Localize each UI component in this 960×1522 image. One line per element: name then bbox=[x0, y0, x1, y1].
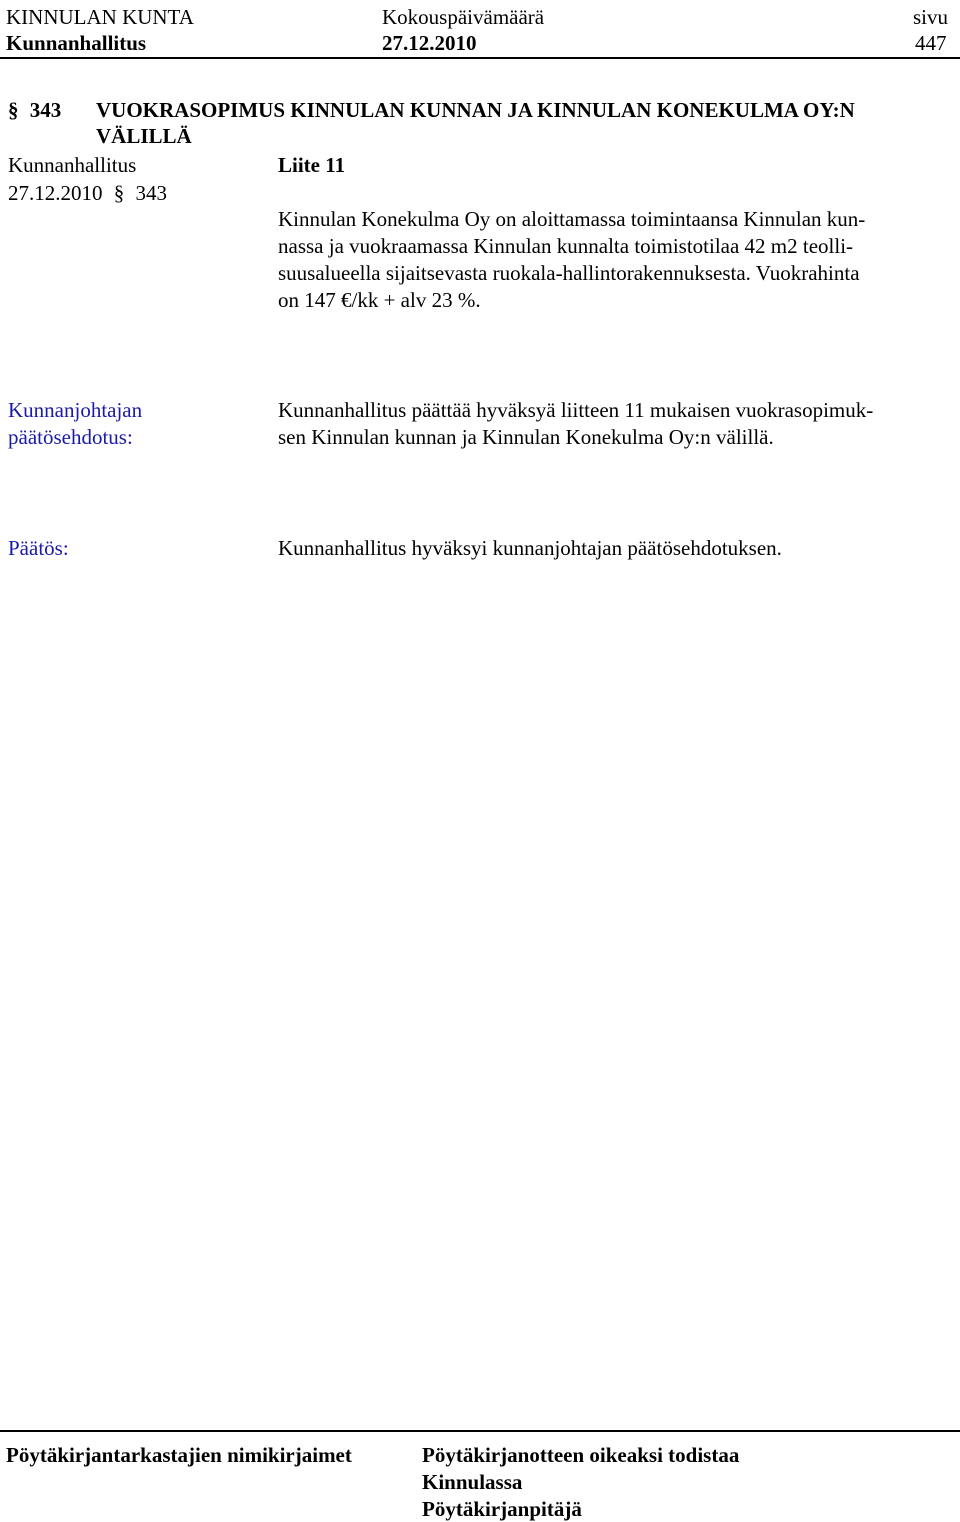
ref-date: 27.12.2010 bbox=[8, 181, 103, 205]
item-number: 343 bbox=[29, 98, 62, 122]
intro-line-4: on 147 €/kk + alv 23 %. bbox=[278, 288, 481, 312]
header-body: Kunnanhallitus bbox=[6, 31, 147, 55]
item-heading bbox=[8, 97, 61, 123]
section-symbol: § bbox=[8, 98, 19, 122]
intro-line-1: Kinnulan Konekulma Oy on aloittamassa toimintaansa Kinnulan kun- bbox=[278, 207, 866, 231]
header-page-number: 447 bbox=[915, 31, 947, 55]
header-org: KINNULAN KUNTA bbox=[6, 5, 194, 29]
header-date-label: Kokouspäivämäärä bbox=[382, 5, 545, 29]
proposal-line-2: sen Kinnulan kunnan ja Kinnulan Konekulma Oy:n välillä. bbox=[278, 425, 774, 449]
ref-number: 343 bbox=[135, 181, 167, 205]
header-rule bbox=[0, 57, 960, 59]
footer-place: Kinnulassa bbox=[422, 1470, 523, 1494]
header-page-label: sivu bbox=[913, 5, 949, 29]
proposal-label-1: Kunnanjohtajan bbox=[8, 398, 143, 422]
footer-signer: Pöytäkirjanpitäjä bbox=[422, 1497, 582, 1521]
decision-label: Päätös: bbox=[8, 536, 69, 560]
footer-rule bbox=[0, 1430, 960, 1432]
decision-text: Kunnanhallitus hyväksyi kunnanjohtajan päätösehdotuksen. bbox=[278, 536, 782, 560]
ref-date-line bbox=[8, 180, 167, 206]
proposal-line-1: Kunnanhallitus päättää hyväksyä liitteen 11 mukaisen vuokrasopimuk- bbox=[278, 398, 874, 422]
intro-line-2: nassa ja vuokraamassa Kinnulan kunnalta toimistotilaa 42 m2 teolli- bbox=[278, 234, 854, 258]
footer-initials: Pöytäkirjantarkastajien nimikirjaimet bbox=[6, 1443, 352, 1467]
proposal-label-2: päätösehdotus: bbox=[8, 425, 133, 449]
item-title-line2: VÄLILLÄ bbox=[96, 124, 192, 148]
ref-section-symbol: § bbox=[113, 181, 125, 205]
attachment-label: Liite 11 bbox=[278, 153, 346, 177]
intro-line-3: suusalueella sijaitsevasta ruokala-hallintorakennuksesta. Vuokrahinta bbox=[278, 261, 860, 285]
item-title-line1: VUOKRASOPIMUS KINNULAN KUNNAN JA KINNULAN KONEKULMA OY:N bbox=[96, 98, 855, 122]
footer-certify: Pöytäkirjanotteen oikeaksi todistaa bbox=[422, 1443, 740, 1467]
header-date: 27.12.2010 bbox=[382, 31, 477, 55]
ref-body: Kunnanhallitus bbox=[8, 153, 137, 177]
